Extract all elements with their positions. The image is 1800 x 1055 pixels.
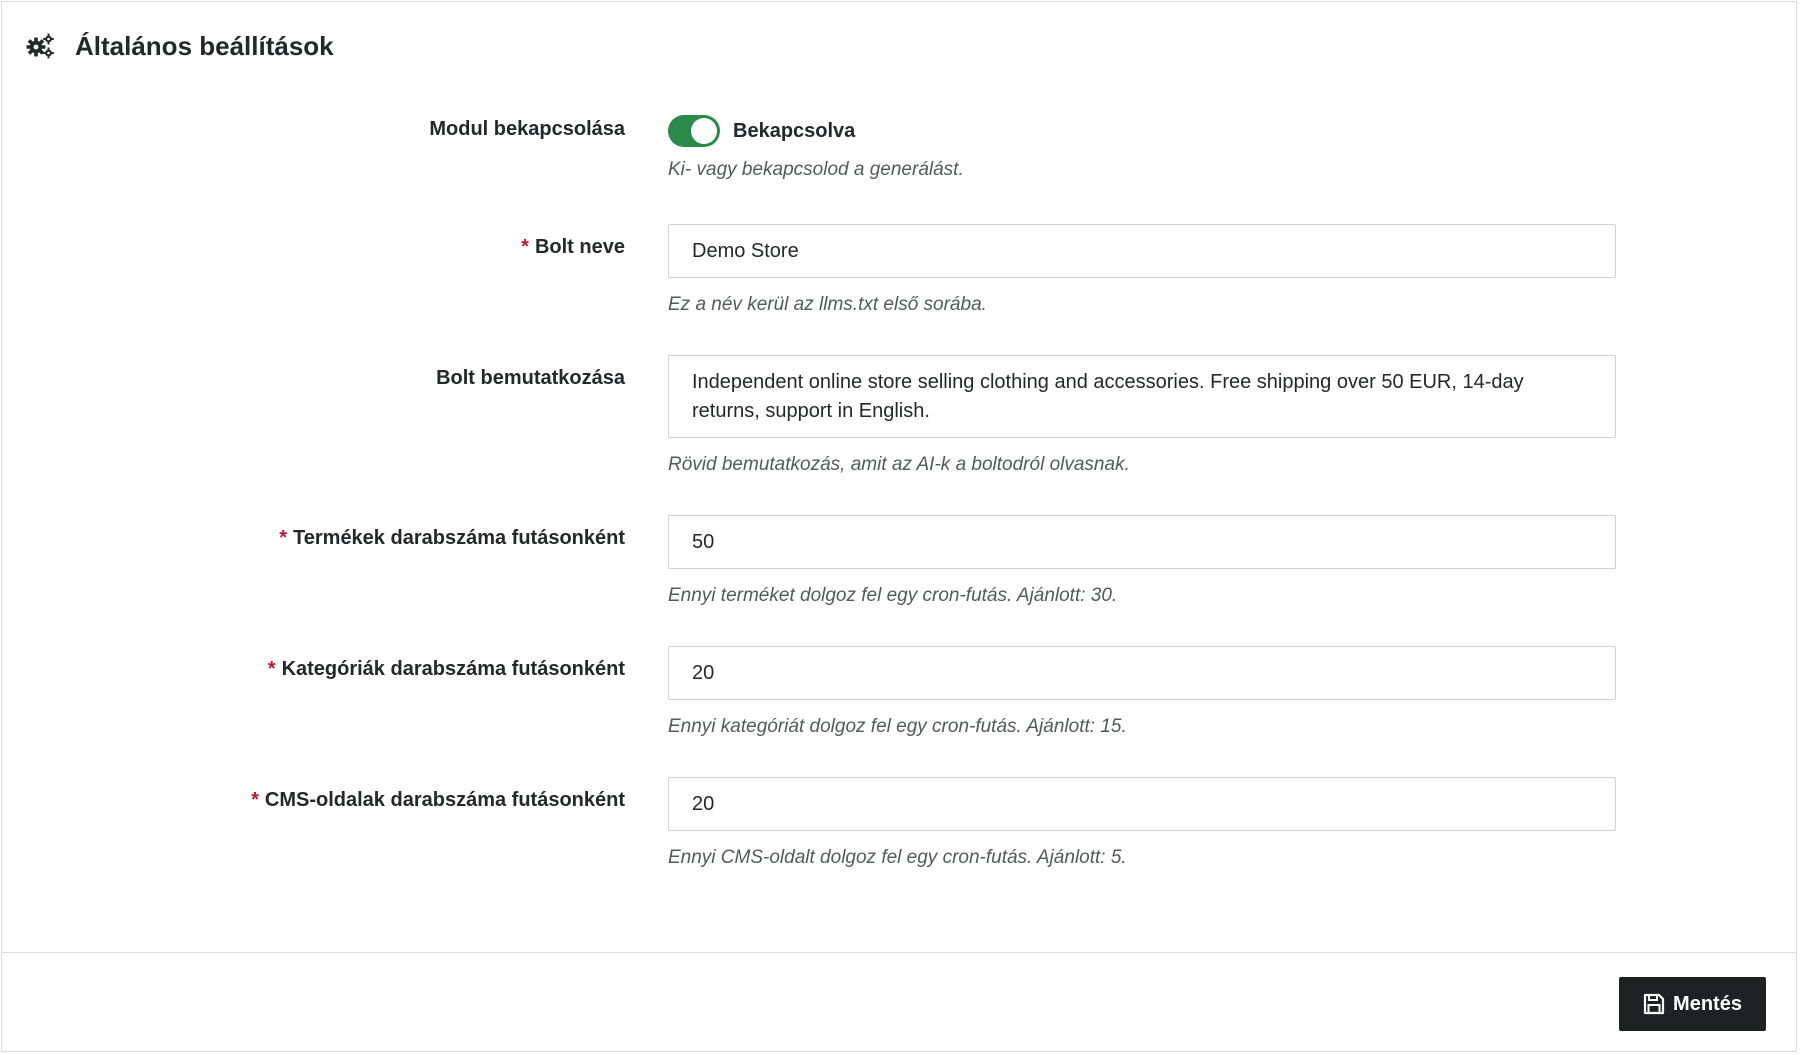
categories-per-run-help: Ennyi kategóriát dolgoz fel egy cron-futás. Ajánlott: 15. xyxy=(668,716,1127,737)
store-description-help: Rövid bemutatkozás, amit az AI-k a boltodról olvasnak. xyxy=(668,454,1130,475)
categories-per-run-input[interactable] xyxy=(668,646,1616,700)
gears-icon xyxy=(25,31,55,61)
products-per-run-field xyxy=(668,515,1616,607)
cms-per-run-label: * CMS-oldalak darabszáma futásonként xyxy=(251,789,625,811)
module-field xyxy=(668,114,1616,181)
toggle-state-label: Bekapcsolva xyxy=(733,119,856,142)
cms-per-run-field xyxy=(668,777,1616,869)
required-mark: * xyxy=(267,658,276,680)
categories-per-run-field xyxy=(668,646,1616,738)
store-name-help: Ez a név kerül az llms.txt első sorába. xyxy=(668,294,987,315)
settings-panel xyxy=(1,1,1797,1052)
required-mark: * xyxy=(521,236,529,258)
module-toggle[interactable] xyxy=(668,115,720,147)
module-switch-wrap xyxy=(668,114,1616,148)
store-description-textarea[interactable] xyxy=(668,355,1616,438)
store-description-field xyxy=(668,355,1616,476)
panel-heading xyxy=(25,26,334,66)
store-name-label: * Bolt neve xyxy=(521,236,625,258)
floppy-disk-icon xyxy=(1643,993,1665,1015)
categories-per-run-label: * Kategóriák darabszáma futásonként xyxy=(267,658,625,680)
cms-per-run-input[interactable] xyxy=(668,777,1616,831)
save-button[interactable] xyxy=(1619,977,1766,1031)
required-mark: * xyxy=(279,527,288,549)
toggle-knob xyxy=(691,118,717,144)
footer-divider xyxy=(2,952,1796,953)
products-per-run-help: Ennyi terméket dolgoz fel egy cron-futás. Ajánlott: 30. xyxy=(668,585,1118,606)
cms-per-run-help: Ennyi CMS-oldalt dolgoz fel egy cron-futás. Ajánlott: 5. xyxy=(668,847,1127,868)
store-name-input[interactable] xyxy=(668,224,1616,278)
save-label: Mentés xyxy=(1673,992,1742,1015)
module-label: Modul bekapcsolása xyxy=(429,118,625,140)
store-description-label: Bolt bemutatkozása xyxy=(436,367,625,389)
products-per-run-input[interactable] xyxy=(668,515,1616,569)
products-per-run-label: * Termékek darabszáma futásonként xyxy=(279,527,625,549)
panel-title: Általános beállítások xyxy=(75,30,334,61)
store-name-field xyxy=(668,224,1616,316)
required-mark: * xyxy=(251,789,259,811)
module-help: Ki- vagy bekapcsolod a generálást. xyxy=(668,159,964,180)
